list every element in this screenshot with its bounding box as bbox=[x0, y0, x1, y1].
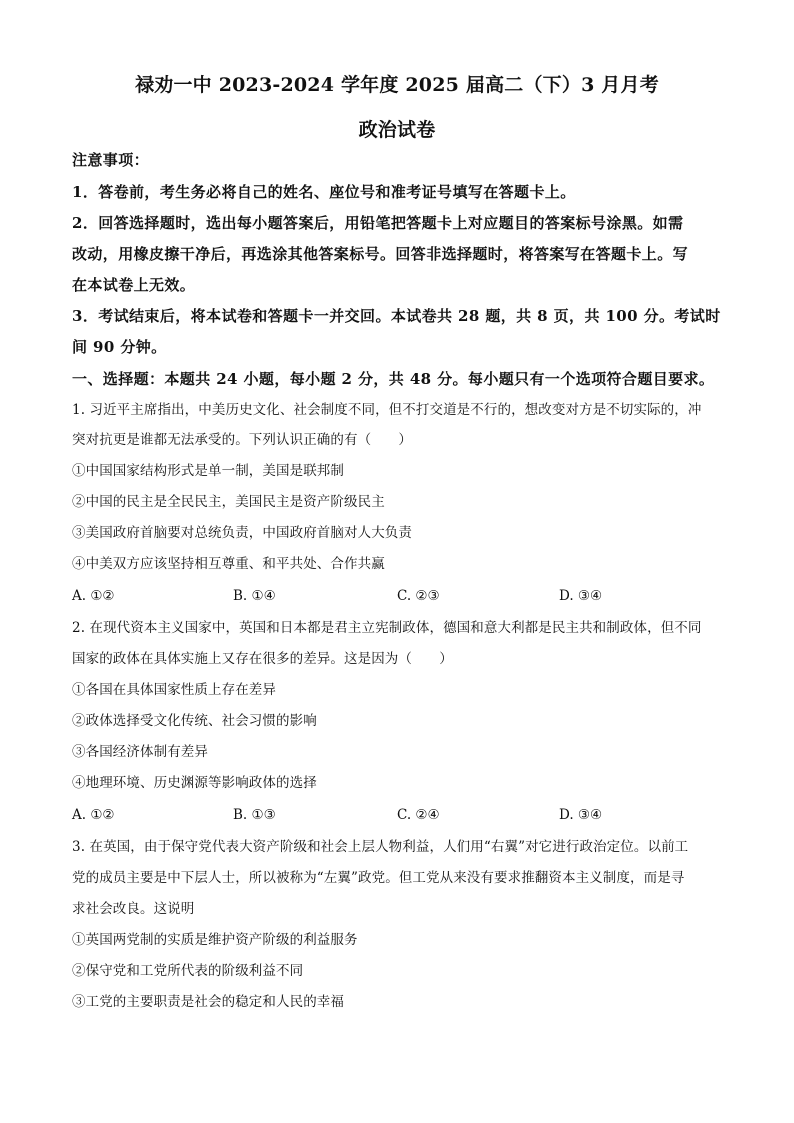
notes-item-2-line-1: 2．回答选择题时，选出每小题答案后，用铅笔把答题卡上对应题目的答案标号涂黑。如需 bbox=[72, 214, 684, 232]
q2-statement-3: ③各国经济体制有差异 bbox=[72, 744, 208, 760]
notes-item-1: 1．答卷前，考生务必将自己的姓名、座位号和准考证号填写在答题卡上。 bbox=[72, 183, 576, 201]
q1-statement-3: ③美国政府首脑要对总统负责，中国政府首脑对人大负责 bbox=[72, 525, 412, 541]
q2-option-c: C. ②④ bbox=[397, 807, 440, 823]
q3-stem-line-1: 3. 在英国，由于保守党代表大资产阶级和社会上层人物利益，人们用“右翼”对它进行政治定位。以前工 bbox=[72, 839, 689, 855]
q1-option-c: C. ②③ bbox=[397, 588, 440, 604]
q1-statement-4: ④中美双方应该坚持相互尊重、和平共处、合作共赢 bbox=[72, 556, 385, 572]
q1-stem-line-2: 突对抗更是谁都无法承受的。下列认识正确的有（ ） bbox=[72, 432, 412, 448]
q1-option-b: B. ①④ bbox=[233, 588, 276, 604]
q1-option-a: A. ①② bbox=[72, 588, 115, 604]
q2-statement-2: ②政体选择受文化传统、社会习惯的影响 bbox=[72, 713, 317, 729]
q2-option-d: D. ③④ bbox=[559, 807, 603, 823]
q1-option-d: D. ③④ bbox=[559, 588, 603, 604]
notes-item-2-line-3: 在本试卷上无效。 bbox=[72, 276, 196, 294]
q1-statement-2: ②中国的民主是全民民主，美国民主是资产阶级民主 bbox=[72, 494, 385, 510]
q2-option-a: A. ①② bbox=[72, 807, 115, 823]
q2-statement-1: ①各国在具体国家性质上存在差异 bbox=[72, 682, 276, 698]
q1-statement-1: ①中国国家结构形式是单一制，美国是联邦制 bbox=[72, 463, 344, 479]
q2-stem-line-1: 2. 在现代资本主义国家中，英国和日本都是君主立宪制政体，德国和意大利都是民主共和制政体，但不同 bbox=[72, 620, 702, 636]
q3-statement-2: ②保守党和工党所代表的阶级利益不同 bbox=[72, 963, 304, 979]
notes-item-2-line-2: 改动，用橡皮擦干净后，再选涂其他答案标号。回答非选择题时，将答案写在答题卡上。写 bbox=[72, 245, 689, 263]
notes-heading: 注意事项： bbox=[72, 151, 150, 169]
section-heading: 一、选择题：本题共 24 小题，每小题 2 分，共 48 分。每小题只有一个选项符合题目要求。 bbox=[72, 370, 715, 388]
q3-statement-1: ①英国两党制的实质是维护资产阶级的利益服务 bbox=[72, 932, 358, 948]
q3-stem-line-3: 求社会改良。这说明 bbox=[72, 901, 195, 917]
notes-item-3-line-1: 3．考试结束后，将本试卷和答题卡一并交回。本试卷共 28 题，共 8 页，共 100 分。考试时 bbox=[72, 307, 721, 325]
q2-stem-line-2: 国家的政体在具体实施上又存在很多的差异。这是因为（ ） bbox=[72, 651, 453, 667]
q2-option-b: B. ①③ bbox=[233, 807, 276, 823]
q3-stem-line-2: 党的成员主要是中下层人士，所以被称为“左翼”政党。但工党从来没有要求推翻资本主义制度，而是寻 bbox=[72, 870, 685, 886]
q1-stem-line-1: 1. 习近平主席指出，中美历史文化、社会制度不同，但不打交道是不行的，想改变对方是不切实际的，冲 bbox=[72, 402, 702, 418]
exam-title: 禄劝一中 2023-2024 学年度 2025 届高二（下）3 月月考 bbox=[135, 74, 659, 96]
exam-subtitle: 政治试卷 bbox=[358, 119, 436, 141]
q2-statement-4: ④地理环境、历史渊源等影响政体的选择 bbox=[72, 775, 317, 791]
notes-item-3-line-2: 间 90 分钟。 bbox=[72, 338, 167, 356]
q3-statement-3: ③工党的主要职责是社会的稳定和人民的幸福 bbox=[72, 994, 344, 1010]
